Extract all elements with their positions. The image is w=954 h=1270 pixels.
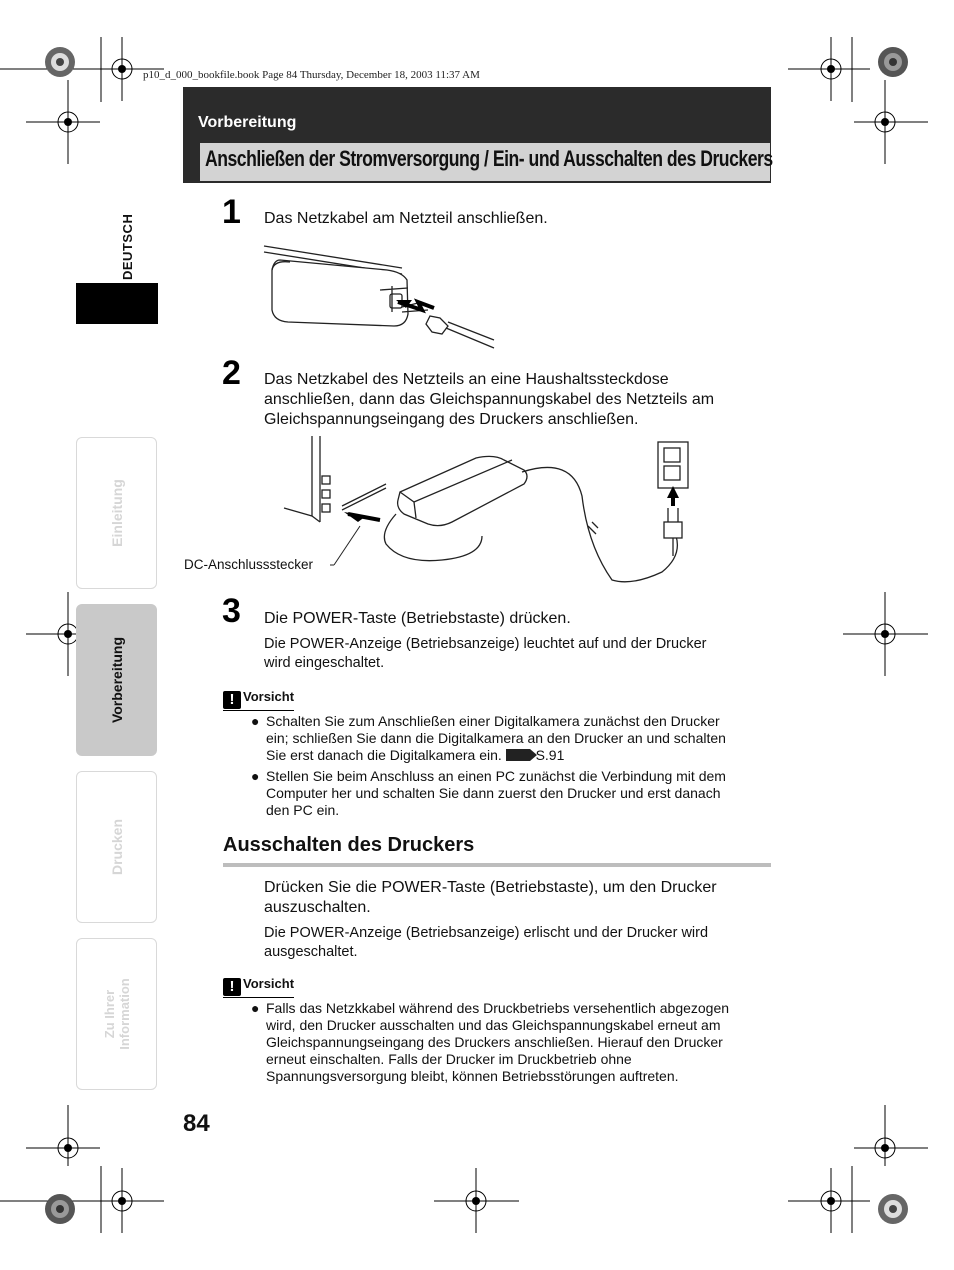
- subsection-text-line: Drücken Sie die POWER-Taste (Betriebstaste), um den Drucker: [264, 879, 717, 896]
- language-block: [76, 283, 158, 324]
- step-number: 3: [222, 592, 241, 630]
- bullet-text-line: Falls das Netzkkabel während des Druckbetriebs versehentlich abgezogen: [266, 1000, 730, 1016]
- caution-label: Vorsicht: [243, 689, 295, 704]
- bullet-text-line: erneut einschalten. Falls der Drucker im Druckbetrieb ohne: [266, 1051, 632, 1067]
- tab-label: Drucken: [108, 818, 125, 876]
- step-subtext-line: Die POWER-Anzeige (Betriebsanzeige) leuchtet auf und der Drucker: [264, 636, 707, 652]
- step-number: 2: [222, 354, 241, 392]
- bullet-text-line: Computer her und schalten Sie dann zuerst den Drucker und erst danach: [266, 785, 721, 801]
- tab-label: Zu Ihrer Information: [101, 978, 132, 1050]
- figure-label: DC-Anschlussstecker: [184, 557, 314, 572]
- caution-heading: [223, 976, 294, 998]
- bullet-text-line: ein; schließen Sie dann die Digitalkamera an den Drucker an und schalten: [266, 730, 726, 746]
- caution-label: Vorsicht: [243, 976, 295, 991]
- subsection-subtext-line: ausgeschaltet.: [264, 944, 358, 960]
- bullet-text: [266, 768, 771, 819]
- page-title: Anschließen der Stromversorgung / Ein- und Ausschalten des Druckers: [205, 146, 773, 171]
- caution-bullet: [251, 713, 771, 765]
- bullet-dot: ●: [251, 1000, 260, 1016]
- subsection-heading: Ausschalten des Druckers: [223, 834, 475, 856]
- bullet-text-line: den PC ein.: [266, 802, 340, 818]
- bullet-dot: ●: [251, 713, 260, 729]
- bullet-text-line: [266, 747, 771, 764]
- subsection-rule: [223, 863, 771, 867]
- bullet-text-line: Schalten Sie zum Anschließen einer Digitalkamera zunächst den Drucker: [266, 713, 720, 729]
- subsection-subtext: [264, 924, 774, 962]
- step-text: Die POWER-Taste (Betriebstaste) drücken.: [264, 610, 571, 627]
- language-label: [120, 200, 154, 280]
- step-subtext-line: wird eingeschaltet.: [264, 655, 385, 671]
- bullet-text-line: wird, den Drucker ausschalten und das Gleichspannungskabel erneut am: [266, 1017, 721, 1033]
- file-header: p10_d_000_bookfile.book Page 84 Thursday, December 18, 2003 11:37 AM: [143, 69, 480, 81]
- tab-einleitung[interactable]: [76, 437, 157, 589]
- page-number: 84: [183, 1110, 210, 1137]
- adapter-illustration: [262, 242, 497, 354]
- step-text-line: anschließen, dann das Gleichspannungskabel des Netzteils am: [264, 391, 715, 408]
- tab-label: Vorbereitung: [108, 636, 125, 724]
- caution-bullet: [251, 768, 771, 820]
- bullet-dot: ●: [251, 768, 260, 784]
- step-text-line: Das Netzkabel des Netzteils an eine Haushaltssteckdose: [264, 371, 669, 388]
- bullet-text-line: Gleichspannungseingang des Druckers anschließen. Hierauf den Drucker: [266, 1034, 723, 1050]
- subsection-text: [264, 878, 774, 918]
- bullet-text: [266, 1000, 771, 1085]
- tab-vorbereitung[interactable]: [76, 604, 157, 756]
- bullet-text-line: Spannungsversorgung bleibt, können Betriebsstörungen auftreten.: [266, 1068, 679, 1084]
- step-number: 1: [222, 193, 241, 231]
- caution-icon: !: [223, 978, 241, 996]
- bullet-text-line: Stellen Sie beim Anschluss an einen PC zunächst die Verbindung mit dem: [266, 768, 726, 784]
- page-reference[interactable]: S.91: [535, 747, 565, 763]
- step-text: [264, 370, 774, 430]
- subsection-text-line: auszuschalten.: [264, 899, 371, 916]
- caution-icon: !: [223, 691, 241, 709]
- tab-label: Einleitung: [108, 479, 125, 547]
- caution-bullet: [251, 1000, 771, 1086]
- language-label-text: DEUTSCH: [120, 213, 135, 280]
- step-text: Das Netzkabel am Netzteil anschließen.: [264, 210, 548, 227]
- bullet-text-segment: Sie erst danach die Digitalkamera ein.: [266, 747, 502, 763]
- step-text-line: Gleichspannungseingang des Druckers anschließen.: [264, 411, 639, 428]
- subsection-subtext-line: Die POWER-Anzeige (Betriebsanzeige) erlischt und der Drucker wird: [264, 925, 709, 941]
- tab-zu-ihrer-information[interactable]: [76, 938, 157, 1090]
- wall-connection-illustration: [282, 436, 722, 588]
- tab-drucken[interactable]: [76, 771, 157, 923]
- caution-heading: [223, 689, 294, 711]
- step-subtext: [264, 635, 774, 673]
- reference-arrow-icon: [506, 749, 530, 761]
- bullet-text: [266, 713, 771, 764]
- section-label: Vorbereitung: [198, 114, 297, 131]
